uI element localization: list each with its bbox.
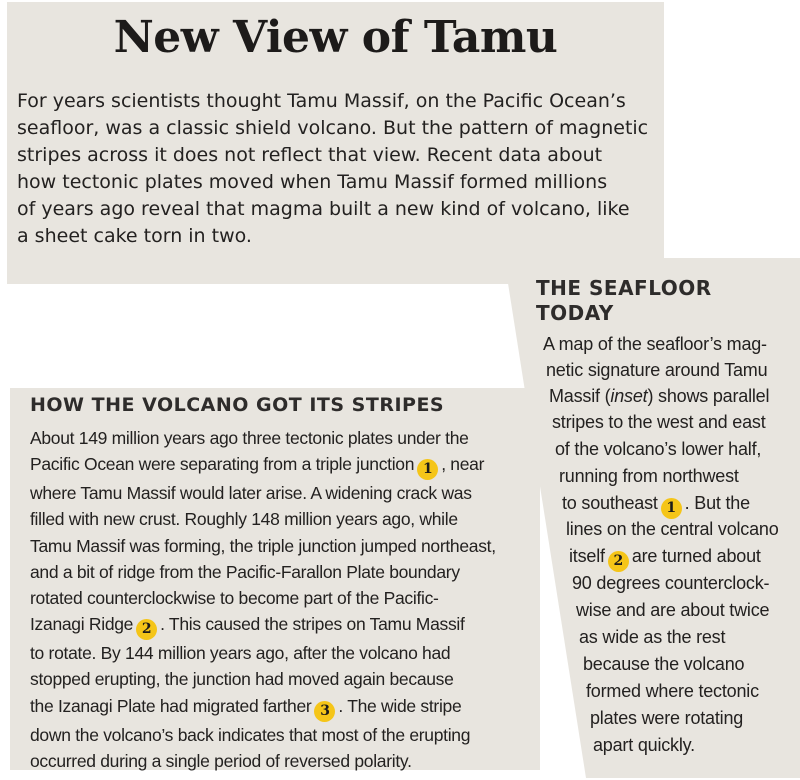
marker-badge-2: 2 [136, 619, 157, 640]
marker-badge-1: 1 [417, 459, 438, 480]
stripes-panel [10, 388, 540, 770]
intro-line: stripes across it does not reflect that view. Recent data about [17, 144, 603, 166]
intro-line: of years ago reveal that magma built a new kind of volcano, like [17, 198, 630, 220]
stripes-line [30, 451, 540, 480]
stripes-line: stopped erupting, the junction had moved again because [30, 669, 454, 690]
seafloor-text: itself [569, 546, 605, 566]
stripes-line: rotated counterclockwise to become part of the Pacific- [30, 588, 439, 609]
seafloor-line: running from northwest [559, 466, 739, 486]
seafloor-line: apart quickly. [593, 735, 695, 755]
seafloor-line: netic signature around Tamu [546, 360, 768, 380]
seafloor-line: plates were rotating [590, 708, 744, 728]
seafloor-line [562, 493, 750, 519]
stripes-heading: HOW THE VOLCANO GOT ITS STRIPES [30, 394, 445, 416]
seafloor-line [569, 546, 761, 572]
stripes-text: . The wide stripe [338, 695, 462, 716]
seafloor-inset-term: inset [610, 386, 648, 406]
stripes-line: About 149 million years ago three tectonic plates under the [30, 428, 469, 448]
intro-line: For years scientists thought Tamu Massif, on the Pacific Ocean’s [17, 90, 626, 112]
stripes-line: and a bit of ridge from the Pacific-Farallon Plate boundary [30, 561, 460, 582]
seafloor-line: formed where tectonic [586, 681, 759, 701]
stripes-text: , near [441, 454, 485, 475]
seafloor-line: as wide as the rest [579, 627, 726, 647]
seafloor-line [549, 386, 769, 407]
stripes-text: . This caused the stripes on Tamu Massif [160, 614, 465, 635]
seafloor-line: 90 degrees counterclock- [572, 573, 770, 593]
intro-line: how tectonic plates moved when Tamu Massif formed millions [17, 171, 608, 193]
stripes-paragraph [30, 425, 540, 774]
seafloor-text: to southeast [562, 493, 658, 513]
seafloor-text: Massif ( [549, 386, 611, 406]
intro-line: seafloor, was a classic shield volcano. But the pattern of magnetic [17, 117, 649, 139]
seafloor-line: stripes to the west and east [552, 412, 766, 432]
stripes-text: Pacific Ocean were separating from a triple junction [30, 454, 415, 475]
seafloor-heading-line: THE SEAFLOOR [536, 276, 712, 300]
marker-badge-3: 3 [314, 701, 335, 722]
stripes-line [30, 693, 540, 722]
stripes-text: the Izanagi Plate had migrated farther [30, 695, 312, 716]
seafloor-text: . But the [684, 493, 750, 513]
marker-badge-2: 2 [608, 551, 629, 572]
stripes-line: Tamu Massif was forming, the triple junction jumped northeast, [30, 535, 496, 556]
intro-panel [7, 2, 664, 284]
seafloor-text: are turned about [631, 546, 761, 566]
seafloor-text: ) shows parallel [647, 386, 770, 406]
stripes-text: Izanagi Ridge [30, 614, 134, 635]
seafloor-line: lines on the central volcano [566, 519, 779, 539]
seafloor-line: A map of the seafloor’s mag- [543, 334, 767, 354]
seafloor-heading-line: TODAY [536, 301, 614, 325]
stripes-line: where Tamu Massif would later arise. A widening crack was [30, 483, 472, 504]
stripes-line: to rotate. By 144 million years ago, after the volcano had [30, 643, 451, 664]
stripes-line [30, 611, 540, 640]
seafloor-line: of the volcano’s lower half, [555, 439, 762, 459]
stripes-line: occurred during a single period of reversed polarity. [30, 750, 412, 771]
page-title: New View of Tamu [113, 12, 558, 63]
intro-paragraph [17, 88, 667, 250]
marker-badge-1: 1 [661, 498, 682, 519]
stripes-line: down the volcano’s back indicates that most of the erupting [30, 724, 471, 745]
seafloor-heading [536, 276, 712, 326]
seafloor-line: wise and are about twice [576, 600, 770, 620]
intro-line: a sheet cake torn in two. [17, 225, 252, 247]
stripes-line: filled with new crust. Roughly 148 million years ago, while [30, 509, 458, 530]
seafloor-line: because the volcano [583, 654, 745, 674]
